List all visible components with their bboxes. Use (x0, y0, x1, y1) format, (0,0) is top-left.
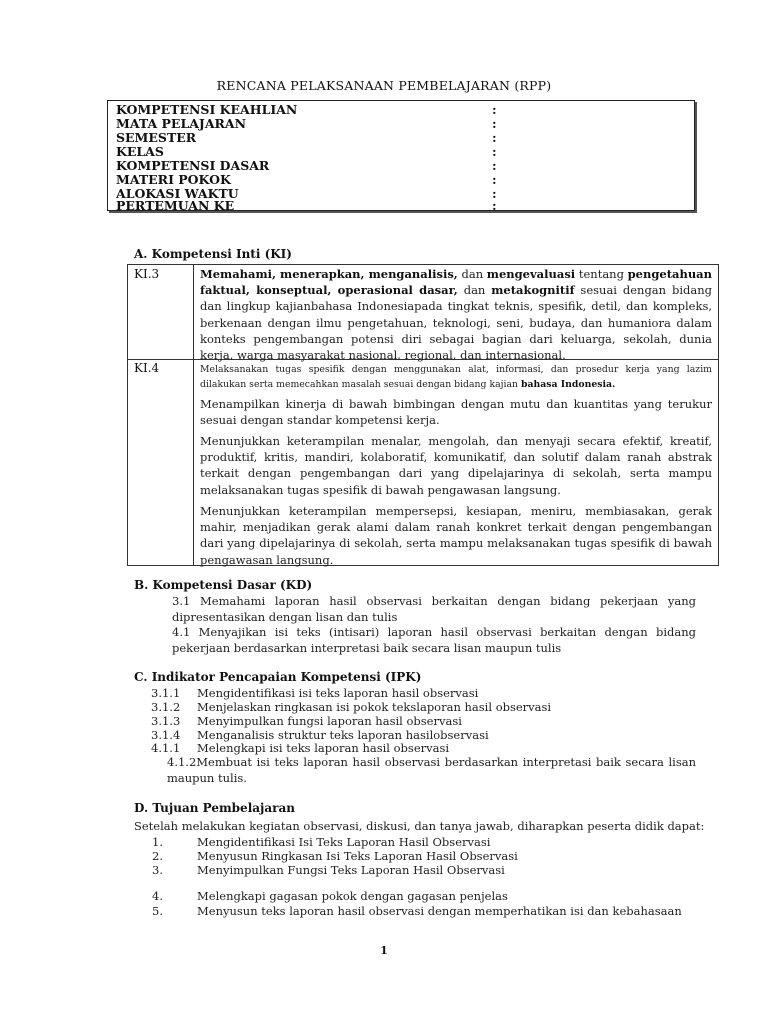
ipk-number: 3.1.2 (151, 700, 181, 714)
ki4-paragraph-1 (200, 362, 712, 392)
tujuan-number: 4. (152, 889, 163, 903)
ki3-bold: pengetahuan faktual, konseptual, operasional dasar, (200, 267, 712, 298)
ipk-text: Melengkapi isi teks laporan hasil observasi (197, 741, 450, 755)
identity-label: KOMPETENSI KEAHLIAN (116, 102, 298, 117)
page-number: 1 (380, 944, 388, 957)
ipk-number: 4.1.1 (151, 741, 181, 755)
identity-label: MATERI POKOK (116, 172, 231, 187)
identity-box (107, 100, 695, 211)
identity-colon: : (492, 116, 497, 131)
identity-colon: : (492, 172, 497, 187)
tujuan-text: Menyusun teks laporan hasil observasi dengan memperhatikan isi dan kebahasaan (197, 904, 682, 918)
ipk-text: Mengidentifikasi isi teks laporan hasil observasi (197, 686, 479, 700)
identity-label: PERTEMUAN KE (116, 198, 235, 213)
tujuan-text: Mengidentifikasi Isi Teks Laporan Hasil Observasi (197, 835, 491, 849)
identity-colon: : (492, 158, 497, 173)
tujuan-text: Menyimpulkan Fungsi Teks Laporan Hasil Observasi (197, 863, 505, 877)
ki3-bold: metakognitif (491, 283, 575, 298)
tujuan-intro: Setelah melakukan kegiatan observasi, diskusi, dan tanya jawab, diharapkan peserta didik dapat: (134, 819, 705, 833)
section-heading-kd: B. Kompetensi Dasar (KD) (134, 578, 313, 592)
identity-label: MATA PELAJARAN (116, 116, 247, 131)
table-divider (193, 265, 194, 565)
identity-colon: : (492, 102, 497, 117)
identity-label: KOMPETENSI DASAR (116, 158, 270, 173)
ki4-p1-text: Melaksanakan tugas spesifik dengan menggunakan alat, informasi, dan prosedur kerja yang lazim dilakukan serta memecahkan masalah sesuai dengan bidang kajian (200, 364, 712, 390)
identity-label: KELAS (116, 144, 164, 159)
tujuan-number: 2. (152, 849, 163, 863)
identity-label: ALOKASI WAKTU (116, 186, 239, 201)
section-heading-tujuan: D. Tujuan Pembelajaran (134, 801, 295, 815)
ipk-text: Menganalisis struktur teks laporan hasilobservasi (197, 728, 489, 742)
kd-item: 3.1 Memahami laporan hasil observasi berkaitan dengan bidang pekerjaan yang dipresentasikan dengan lisan dan tulis (172, 594, 696, 624)
tujuan-number: 3. (152, 863, 163, 877)
ipk-item-last: 4.1.2Membuat isi teks laporan hasil observasi berdasarkan interpretasi baik secara lisan maupun tulis. (167, 755, 696, 785)
identity-colon: : (492, 130, 497, 145)
ipk-number: 3.1.1 (151, 686, 181, 700)
document-title: RENCANA PELAKSANAAN PEMBELAJARAN (RPP) (216, 78, 552, 93)
ki4-paragraph-2: Menampilkan kinerja di bawah bimbingan dengan mutu dan kuantitas yang terukur sesuai dengan standar kompetensi kerja. (200, 397, 712, 428)
ki-table (127, 264, 719, 566)
ki3-bold: mengevaluasi (486, 267, 576, 281)
ki3-plain: dan (457, 283, 492, 298)
tujuan-text: Menyusun Ringkasan Isi Teks Laporan Hasil Observasi (197, 849, 518, 863)
identity-label: SEMESTER (116, 130, 197, 145)
ki3-code: KI.3 (134, 267, 160, 281)
tujuan-number: 5. (152, 904, 163, 918)
ipk-number: 3.1.3 (151, 714, 181, 728)
ki3-plain: dan (457, 267, 487, 281)
ki4-paragraph-4: Menunjukkan keterampilan mempersepsi, kesiapan, meniru, membiasakan, gerak mahir, menjadikan gerak alami dalam ranah konkret terkait dengan pengembangan dari yang dipelajarinya di sekolah, serta mampu melaksanakan tugas spesifik di bawah pengawasan langsung. (200, 504, 712, 567)
ki3-bold: Memahami, menerapkan, menganalisis, (200, 267, 458, 281)
ki4-code: KI.4 (134, 361, 160, 375)
section-heading-ipk: C. Indikator Pencapaian Kompetensi (IPK) (134, 670, 422, 684)
ipk-text: Menjelaskan ringkasan isi pokok tekslaporan hasil observasi (197, 700, 552, 714)
identity-colon: : (492, 186, 497, 201)
identity-colon: : (492, 198, 497, 213)
identity-colon: : (492, 144, 497, 159)
ki4-p1-bold: bahasa Indonesia. (520, 379, 616, 390)
ipk-number: 3.1.4 (151, 728, 181, 742)
ki4-paragraph-3: Menunjukkan keterampilan menalar, mengolah, dan menyaji secara efektif, kreatif, produktif, kritis, mandiri, kolaboratif, komunikatif, dan solutif dalam ranah abstrak terkait dengan pengembangan dari yang dipelajarinya di sekolah, serta mampu melaksanakan tugas spesifik di bawah pengawasan langsung. (200, 434, 712, 497)
tujuan-text: Melengkapi gagasan pokok dengan gagasan penjelas (197, 889, 508, 903)
tujuan-number: 1. (152, 835, 163, 849)
ki3-plain: sesuai dengan bidang dan lingkup kajianbahasa Indonesiapada tingkat teknis, spesifik, detil, dan kompleks, berkenaan dengan ilmu pengetahuan, teknologi, seni, budaya, dan humaniora dalam konteks pengembangan potensi diri sebagai bagian dari keluarga, sekolah, dunia kerja, warga masyarakat nasional, regional, dan internasional. (200, 283, 712, 363)
ki3-text (200, 266, 712, 363)
ipk-text: Menyimpulkan fungsi laporan hasil observasi (197, 714, 462, 728)
kd-item: 4.1 Menyajikan isi teks (intisari) laporan hasil observasi berkaitan dengan bidang pekerjaan berdasarkan interpretasi baik secara lisan maupun tulis (172, 625, 696, 655)
section-heading-ki: A. Kompetensi Inti (KI) (134, 247, 292, 261)
ki3-plain: tentang (575, 267, 628, 281)
